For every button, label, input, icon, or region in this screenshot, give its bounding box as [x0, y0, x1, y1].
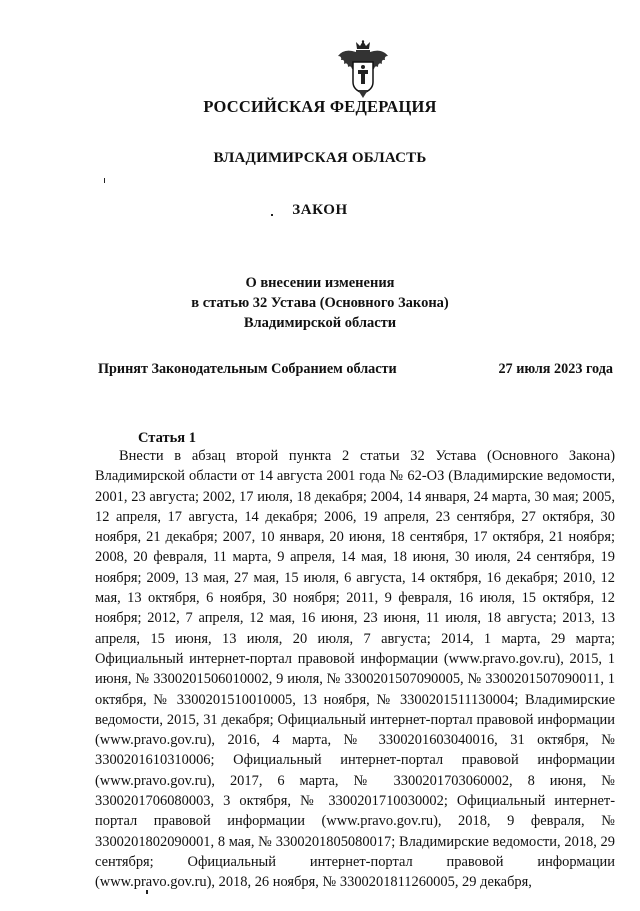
region-heading: ВЛАДИМИРСКАЯ ОБЛАСТЬ [213, 150, 427, 166]
adopted-by: Принят Законодательным Собранием области [98, 361, 397, 377]
article-heading: Статья 1 [138, 430, 196, 446]
law-title [0, 273, 640, 333]
scan-speck [271, 214, 273, 216]
law-title-line-3: Владимирской области [243, 315, 397, 331]
scan-speck [104, 178, 105, 183]
scan-speck [146, 890, 148, 894]
law-title-line-1: О внесении изменения [245, 275, 395, 291]
article-body: Внести в абзац второй пункта 2 статьи 32 Устава (Основного Закона) Владимирской области от 14 августа 2001 года № 62-ОЗ (Владимирские ведомости, 2001, 23 августа; 2002, 17 июля, 18 декабря; 2004, 14 января, 24 марта, 30 мая; 2005, 12 апреля, 17 августа, 14 декабря; 2006, 19 апреля, 23 сентября, 27 октября, 30 ноября, 21 декабря; 2007, 10 января, 20 июня, 18 сентября, 17 октября, 21 ноября; 2008, 20 февраля, 11 марта, 9 апреля, 14 мая, 18 июня, 30 июля, 24 сентября, 19 ноября; 2009, 13 мая, 27 мая, 15 июля, 6 августа, 14 октября, 16 декабря; 2010, 12 мая, 13 октября, 6 ноября, 30 ноября; 2011, 9 февраля, 16 июля, 15 октября, 12 ноября; 2012, 7 апреля, 12 мая, 16 июня, 23 июня, 11 июля, 18 августа; 2013, 13 апреля, 15 июня, 13 июля, 20 июля, 7 августа; 2014, 1 марта, 29 марта; Официальный интернет-портал правовой информации (www.pravo.gov.ru), 2015, 1 июня, № 3300201506010002, 9 июля, № 3300201507090005, № 3300201507090011, 1 октября, № 3300201510010005, 13 ноября, № 3300201511130004; Владимирские ведомости, 2015, 31 декабря; Официальный интернет-портал правовой информации (www.pravo.gov.ru), 2016, 4 марта, № 3300201603040016, 31 октября, № 3300201610310006; Официальный интернет-портал правовой информации (www.pravo.gov.ru), 2017, 6 марта, № 3300201703060002, 8 июня, № 3300201706080003, 3 октября, № 3300201710030002; Официальный интернет-портал правовой информации (www.pravo.gov.ru), 2018, 9 февраля, № 3300201802090001, 8 мая, № 3300201805080017; Владимирские ведомости, 2018, 29 сентября; Официальный интернет-портал правовой информации (www.pravo.gov.ru), 2018, 26 ноября, № 3300201811260005, 29 декабря, [95, 448, 615, 891]
country-heading: РОССИЙСКАЯ ФЕДЕРАЦИЯ [203, 97, 437, 116]
law-title-line-2: в статью 32 Устава (Основного Закона) [191, 295, 449, 311]
adoption-line [98, 361, 613, 378]
document-type-heading: ЗАКОН [292, 202, 348, 218]
coat-of-arms-emblem [336, 40, 390, 100]
adoption-date: 27 июля 2023 года [498, 361, 613, 377]
